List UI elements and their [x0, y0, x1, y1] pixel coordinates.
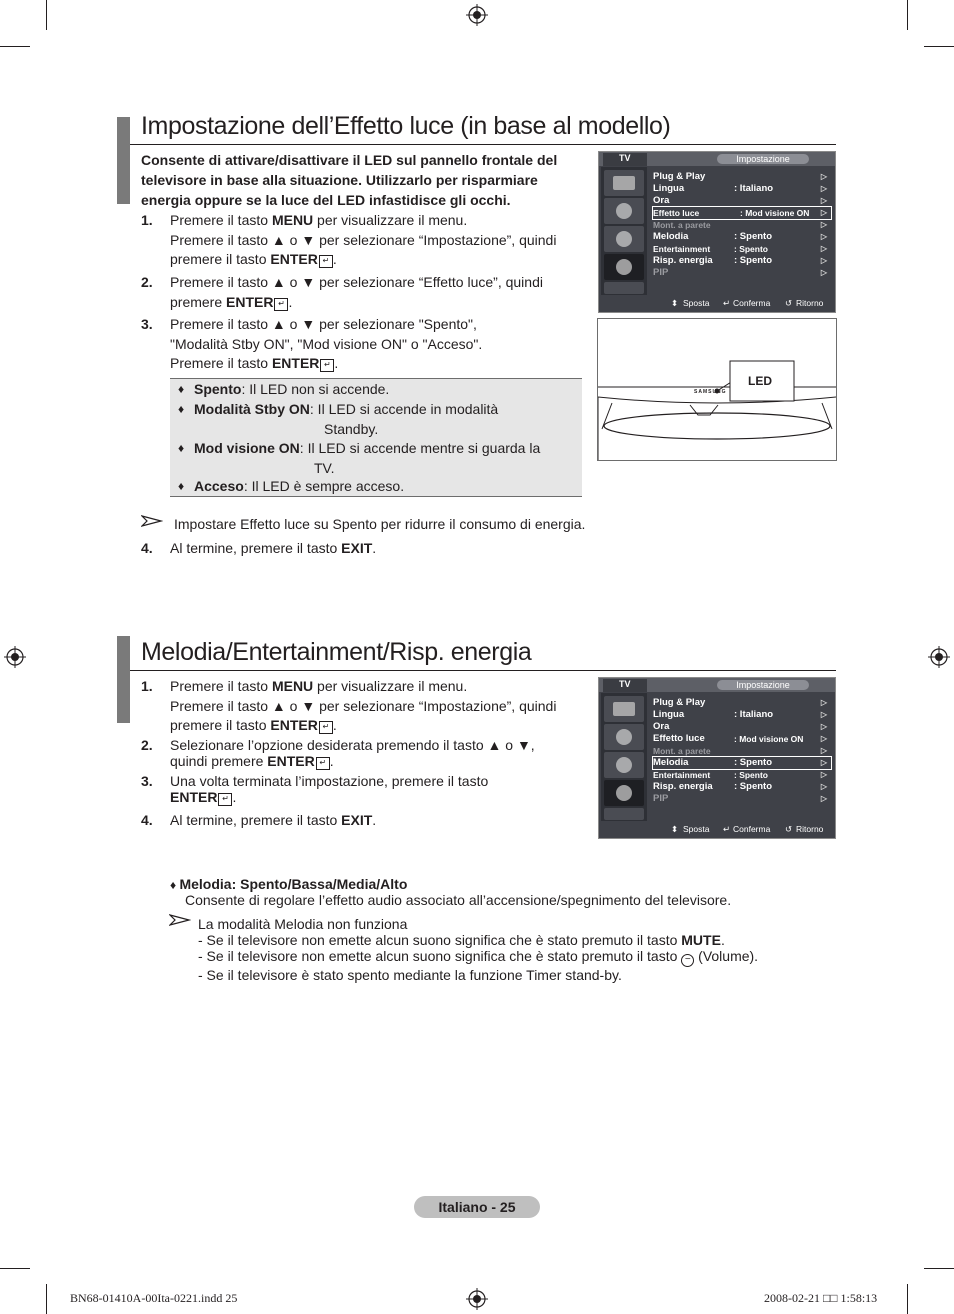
updown-icon: ⬍ — [671, 298, 679, 308]
led-illustration — [597, 318, 837, 461]
triangle-right-icon: ▷ — [820, 710, 827, 719]
diamond-bullet-icon: ♦ — [178, 479, 185, 493]
crop-mark — [0, 46, 30, 47]
diamond-bullet-icon: ♦ — [178, 382, 185, 396]
title-rule — [130, 670, 836, 671]
option-name: Modalità Stby ON — [194, 401, 310, 417]
section-title: Impostazione dell’Effetto luce (in base al modello) — [141, 112, 671, 140]
input-menu-icon — [604, 282, 644, 294]
osd-row: Entertainment : Spento ▷ — [653, 770, 827, 780]
note-arrow-icon — [169, 914, 191, 926]
led-label: LED — [748, 374, 772, 388]
step-text: Premere il tasto — [170, 678, 272, 694]
osd-row: Ora ▷ — [653, 721, 827, 732]
key-menu: MENU — [271, 678, 314, 694]
step-text: quindi premere — [170, 753, 268, 769]
registration-mark-icon — [4, 646, 26, 668]
option-desc: : Il LED non si accende. — [241, 381, 390, 397]
tv-osd-menu — [598, 677, 836, 839]
key-enter: ENTER — [170, 789, 218, 805]
registration-mark-icon — [466, 1288, 488, 1310]
option-desc: : Il LED si accende mentre si guarda la — [299, 440, 541, 456]
option-desc: : Il LED è sempre acceso. — [243, 478, 405, 494]
osd-row: Risp. energia : Spento ▷ — [653, 255, 827, 266]
enter-icon: ↵ — [316, 757, 330, 770]
note-text: - Se il televisore non emette alcun suono significa che è stato premuto il tasto — [198, 932, 682, 948]
osd-header-title: Impostazione — [717, 154, 809, 164]
triangle-right-icon: ▷ — [820, 770, 827, 779]
note-text: - Se il televisore non emette alcun suono significa che è stato premuto il tasto — [198, 948, 682, 964]
step-text: "Modalità Stby ON", "Mod visione ON" o "Acceso". — [170, 335, 483, 352]
option-desc: : Il LED si accende in modalità — [309, 401, 499, 417]
osd-footer-enter: Conferma — [733, 824, 771, 834]
enter-icon: ↵ — [723, 824, 731, 834]
step-1 — [141, 211, 586, 271]
key-exit: EXIT — [341, 540, 373, 556]
step-4 — [141, 811, 586, 831]
channel-menu-icon — [604, 226, 644, 252]
osd-tv-label: TV — [603, 679, 647, 692]
brand-logo: SAMSUNG — [694, 389, 727, 395]
key-menu: MENU — [271, 212, 314, 228]
crop-mark — [924, 1268, 954, 1269]
note-text: . — [720, 932, 725, 948]
osd-row: Effetto luce : Mod visione ON ▷ — [653, 733, 827, 744]
osd-row: Entertainment : Spento ▷ — [653, 244, 827, 254]
step-number: 2. — [141, 274, 153, 290]
slug-left: BN68-01410A-00Ita-0221.indd 25 — [70, 1291, 238, 1305]
key-enter: ENTER — [226, 293, 274, 310]
osd-row: Plug & Play ▷ — [653, 171, 827, 182]
osd-sidebar — [601, 167, 647, 295]
key-mute: MUTE — [681, 932, 721, 948]
enter-icon: ↵ — [218, 793, 232, 806]
osd-row: Ora ▷ — [653, 195, 827, 206]
crop-mark — [46, 1284, 47, 1314]
osd-footer-back: Ritorno — [796, 298, 824, 308]
step-3 — [141, 773, 586, 809]
picture-menu-icon — [604, 696, 644, 722]
osd-row-selected: Melodia : Spento ▷ — [653, 757, 831, 769]
setup-menu-icon — [604, 780, 644, 806]
triangle-right-icon: ▷ — [820, 184, 827, 193]
option-desc: TV. — [314, 459, 335, 476]
crop-mark — [907, 0, 908, 30]
crop-mark — [924, 46, 954, 47]
osd-row: Mont. a parete ▷ — [653, 220, 827, 230]
step-number: 4. — [141, 540, 153, 556]
step-text: per visualizzare il menu. — [313, 212, 468, 228]
options-box — [170, 378, 582, 497]
osd-header-title: Impostazione — [717, 680, 809, 690]
triangle-right-icon: ▷ — [820, 722, 827, 731]
triangle-right-icon: ▷ — [820, 794, 827, 803]
triangle-right-icon: ▷ — [820, 746, 827, 755]
osd-row: Mont. a parete ▷ — [653, 746, 827, 756]
setup-menu-icon — [604, 254, 644, 280]
step-text: . — [372, 812, 377, 828]
osd-row: Risp. energia : Spento ▷ — [653, 781, 827, 792]
step-text: Al termine, premere il tasto — [170, 812, 342, 828]
step-text: Premere il tasto — [170, 355, 272, 371]
option-name: Acceso — [194, 478, 244, 494]
title-rule — [130, 144, 836, 145]
osd-row: Lingua : Italiano ▷ — [653, 709, 827, 720]
step-text: premere il tasto — [170, 251, 271, 267]
step-text: Premere il tasto ▲ o ▼ per selezionare “Effetto luce”, quindi — [170, 274, 543, 290]
enter-icon: ↵ — [274, 298, 288, 311]
step-text: Premere il tasto — [170, 212, 272, 228]
triangle-right-icon: ▷ — [820, 232, 827, 241]
step-text: . — [334, 355, 339, 371]
option-desc: Standby. — [324, 420, 379, 437]
tip-note: Impostare Effetto luce su Spento per ridurre il consumo di energia. — [174, 516, 586, 532]
step-text: . — [332, 251, 337, 267]
step-3 — [141, 315, 586, 375]
note-text: (Volume). — [698, 948, 759, 964]
key-enter: ENTER — [271, 355, 320, 371]
triangle-right-icon: ▷ — [820, 758, 827, 767]
osd-footer-move: Sposta — [683, 298, 710, 308]
step-text: per visualizzare il menu. — [313, 678, 468, 694]
enter-icon: ↵ — [320, 359, 334, 372]
key-exit: EXIT — [341, 812, 373, 828]
section-title-bar — [117, 636, 130, 723]
triangle-right-icon: ▷ — [820, 172, 827, 181]
key-enter: ENTER — [270, 717, 318, 733]
option-name: Spento — [194, 381, 242, 397]
triangle-right-icon: ▷ — [820, 244, 827, 253]
sound-menu-icon — [604, 198, 644, 224]
diamond-bullet-icon: ♦ — [178, 402, 185, 416]
triangle-right-icon: ▷ — [820, 208, 827, 217]
melodia-description: Consente di regolare l’effetto audio associato all’accensione/spegnimento del televisore. — [185, 892, 732, 908]
melodia-note — [198, 916, 758, 983]
step-2 — [141, 737, 586, 773]
key-enter: ENTER — [270, 251, 318, 267]
osd-footer-back: Ritorno — [796, 824, 824, 834]
triangle-right-icon: ▷ — [820, 256, 827, 265]
osd-sidebar — [601, 693, 647, 821]
step-text: . — [329, 753, 334, 769]
triangle-right-icon: ▷ — [820, 268, 827, 277]
step-text: . — [372, 540, 377, 556]
enter-icon: ↵ — [319, 255, 333, 268]
volume-minus-icon: − — [681, 954, 694, 967]
triangle-right-icon: ▷ — [820, 698, 827, 707]
registration-mark-icon — [466, 4, 488, 26]
section-title: Melodia/Entertainment/Risp. energia — [141, 638, 532, 666]
melodia-heading — [170, 876, 407, 892]
step-text: premere — [170, 293, 227, 310]
channel-menu-icon — [604, 752, 644, 778]
step-number: 3. — [141, 316, 153, 332]
enter-icon: ↵ — [319, 721, 333, 734]
key-enter: ENTER — [267, 753, 315, 769]
option-name: Mod visione ON — [194, 440, 300, 456]
osd-row: PIP ▷ — [653, 267, 827, 278]
crop-mark — [907, 1284, 908, 1314]
enter-icon: ↵ — [723, 298, 731, 308]
slug-right: 2008-02-21 □□ 1:58:13 — [764, 1291, 878, 1305]
step-number: 1. — [141, 212, 153, 228]
page-number-badge: Italiano - 25 — [414, 1196, 540, 1218]
step-text: Una volta terminata l’impostazione, premere il tasto — [170, 773, 489, 789]
registration-mark-icon — [928, 646, 950, 668]
tv-osd-menu — [598, 151, 836, 313]
step-number: 1. — [141, 678, 153, 694]
step-number: 3. — [141, 773, 153, 789]
input-menu-icon — [604, 808, 644, 820]
osd-footer — [647, 822, 833, 836]
osd-footer — [647, 296, 833, 310]
triangle-right-icon: ▷ — [820, 220, 827, 229]
diamond-bullet-icon: ♦ — [170, 878, 180, 892]
osd-row: Melodia : Spento ▷ — [653, 231, 827, 242]
crop-mark — [0, 1268, 30, 1269]
return-icon: ↺ — [785, 824, 793, 834]
osd-row: PIP ▷ — [653, 793, 827, 804]
note-text: - Se il televisore è stato spento mediante la funzione Timer stand-by. — [198, 967, 622, 983]
step-text: Al termine, premere il tasto — [170, 540, 342, 556]
triangle-right-icon: ▷ — [820, 196, 827, 205]
triangle-right-icon: ▷ — [820, 782, 827, 791]
triangle-right-icon: ▷ — [820, 734, 827, 743]
osd-row-selected: Effetto luce : Mod visione ON ▷ — [653, 207, 831, 219]
melodia-heading-text: Melodia: Spento/Bassa/Media/Alto — [179, 876, 408, 892]
step-text: Selezionare l’opzione desiderata premendo il tasto ▲ o ▼, — [170, 737, 535, 753]
step-number: 2. — [141, 737, 153, 753]
osd-row: Plug & Play ▷ — [653, 697, 827, 708]
step-number: 4. — [141, 812, 153, 828]
updown-icon: ⬍ — [671, 824, 679, 834]
sound-menu-icon — [604, 724, 644, 750]
osd-tv-label: TV — [603, 153, 647, 166]
step-4 — [141, 539, 586, 559]
diamond-bullet-icon: ♦ — [178, 441, 185, 455]
step-text: Premere il tasto ▲ o ▼ per selezionare “Impostazione”, quindi — [170, 697, 557, 714]
step-2 — [141, 273, 586, 313]
osd-footer-move: Sposta — [683, 824, 710, 834]
return-icon: ↺ — [785, 298, 793, 308]
step-text: premere il tasto — [170, 717, 271, 733]
step-text: Premere il tasto ▲ o ▼ per selezionare “Impostazione”, quindi — [170, 231, 557, 248]
step-1 — [141, 677, 586, 737]
crop-mark — [46, 0, 47, 30]
picture-menu-icon — [604, 170, 644, 196]
step-text: . — [232, 789, 237, 805]
step-text: Premere il tasto ▲ o ▼ per selezionare "Spento", — [170, 316, 477, 332]
step-text: . — [288, 293, 293, 310]
intro-text: Consente di attivare/disattivare il LED sul pannello frontale del televisore in base alla situazione. Utilizzarlo per risparmiare energia oppure se la luce del LED infastidisce gli occhi. — [141, 152, 558, 208]
note-arrow-icon — [141, 515, 163, 527]
osd-footer-enter: Conferma — [733, 298, 771, 308]
note-title: La modalità Melodia non funziona — [198, 916, 408, 932]
osd-row: Lingua : Italiano ▷ — [653, 183, 827, 194]
step-text: . — [332, 717, 337, 733]
section-title-bar — [117, 117, 130, 204]
